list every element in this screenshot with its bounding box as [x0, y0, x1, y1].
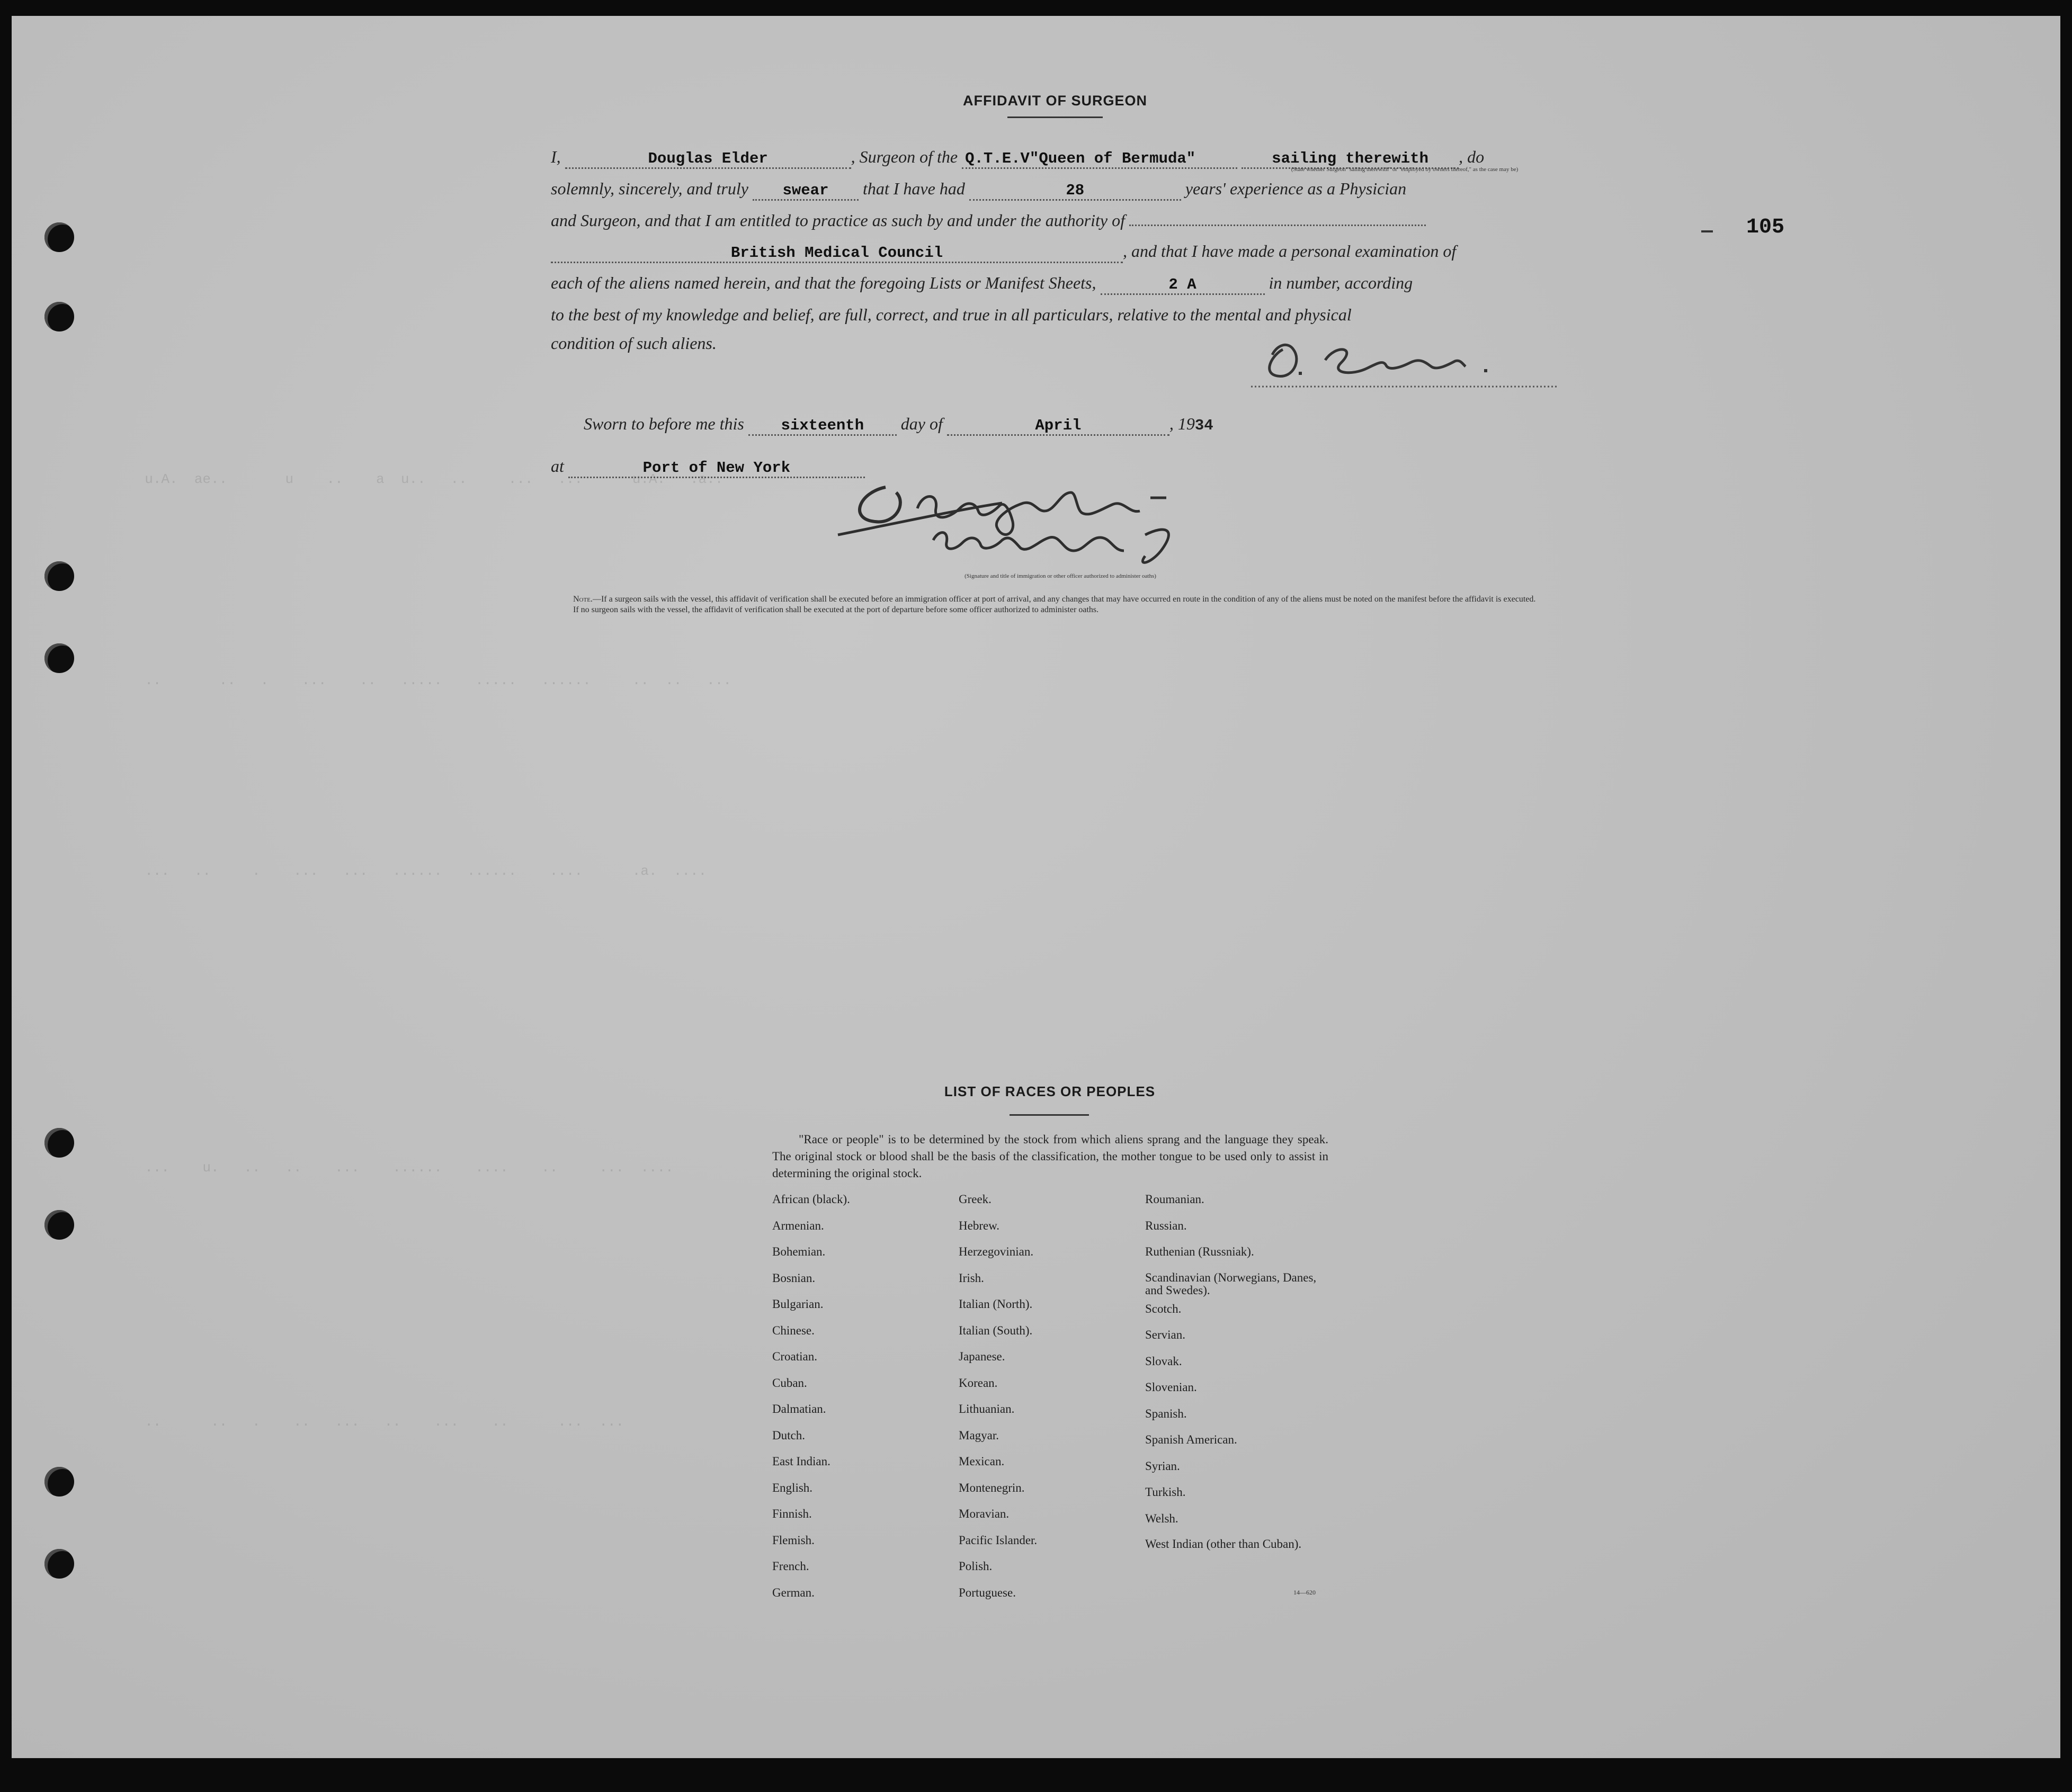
affidavit-line-4: British Medical Council , and that I have made a personal examination of [551, 241, 1557, 263]
officer-signature-caption: (Signature and title of immigration or other officer authorized to administer oaths) [964, 573, 1156, 579]
affidavit-line-7: condition of such aliens. [551, 334, 717, 353]
race-item: French. [772, 1560, 809, 1573]
race-item: Bosnian. [772, 1271, 816, 1285]
race-item: Magyar. [959, 1428, 999, 1442]
race-item: Servian. [1145, 1328, 1186, 1341]
race-item: Welsh. [1145, 1511, 1178, 1525]
title-underline [1007, 117, 1103, 118]
vessel-name-field: Q.T.E.V"Queen of Bermuda" [962, 150, 1237, 169]
binder-hole [44, 1467, 74, 1497]
document-sheet: u.A. ae.. u .. a u.. .. ... ... u.A. .a.. .. .. . ... .. ..... ..... ...... .. .. ... ... .. . ... ... ...... ...... .... .a. .... ... u. .. .. ... ...... .... .. ... .... .. .. . .. ... .. ... .. ... ... AFFIDAVIT OF SURGEON 105 I, Douglas Elder , Surgeon of the Q.T.E.V"Queen of Bermuda" sailing therewith , do (State whether Surgeon "sailing therewith" or "employed by owners thereof," as the case may be) solemnly, sincerely, and truly swear that I have had 28 years' experience as a Physician and Surgeon, and that I am entitled to practice as such by and under the authority of British Medical Council , and that I have made a personal examination of each of the aliens named herein, and that the foregoing Lists or Manifest Sheets, 2 A in number, according to the best of my knowledge and belief, are full, correct, and true in all particulars, relative to the mental and physical condition of such aliens. Sworn to before me this sixteenth day of April , 1934 at Port of New York (Signature and title of immigration or other officer authorized to administer oaths) Note.—If a surgeon sails with the vessel, this affidavit of verification shall be executed before an immigration officer at port of arrival, and any changes that may have occurred en route in the condition of any of the aliens must be noted on the manifest before the affidavit is executed. If no surgeon sails with the vessel, the affidavit of verification shall be executed at the port of departure before some officer authorized to administer oaths. LIST OF RACES OR PEOPLES "Race or people" is to be determined by the stock from which aliens sprang and the language they speak. The original stock or blood shall be the basis of the classification, the mother tongue to be used only to assist in determining the original stock. African (black). Armenian. Bohemian. Bosnian. Bulgarian. Chinese. Croatian. Cuban. Dalmatian. Dutch. East Indian. English. Finnish. Flemish. French. German. Greek. Hebrew. Herzegovinian. Irish. Italian (North). Italian (South). Japanese. Korean. Lithuanian. Magyar. Mexican. Montenegrin. Moravian. Pacific Islander. Polish. Portuguese. Roumanian. Russian. Ruthenian (Russniak). Scandinavian (Norwegians, Danes, and Swedes). Scotch. Servian. Slovak. Slovenian. Spanish. Spanish American. Syrian. Turkish. Welsh. West Indian (other than Cuban). 14—620 [12, 16, 2060, 1758]
sworn-year-field: 34 [1194, 417, 1213, 434]
affidavit-line-1: I, Douglas Elder , Surgeon of the Q.T.E.V"Queen of Bermuda" sailing therewith , do [551, 147, 1557, 169]
race-item: East Indian. [772, 1455, 830, 1468]
page-number-dash [1701, 230, 1713, 232]
form-code: 14—620 [1293, 1589, 1316, 1596]
race-item: Turkish. [1145, 1485, 1186, 1499]
race-item: Slovak. [1145, 1354, 1182, 1368]
years-experience-field: 28 [969, 182, 1181, 201]
binder-hole [44, 1210, 74, 1240]
race-item: Finnish. [772, 1507, 812, 1520]
race-item: Italian (North). [959, 1297, 1033, 1311]
race-item: Pacific Islander. [959, 1533, 1038, 1547]
affidavit-line-2: solemnly, sincerely, and truly swear that I have had 28 years' experience as a Physician [551, 179, 1557, 201]
sworn-line: Sworn to before me this sixteenth day of April , 1934 [584, 414, 1590, 436]
race-item: Korean. [959, 1376, 998, 1390]
authority-blank [1129, 225, 1426, 226]
race-item: Flemish. [772, 1533, 815, 1547]
races-list-title: LIST OF RACES OR PEOPLES [944, 1083, 1156, 1099]
race-item: Italian (South). [959, 1323, 1033, 1337]
race-item: Bohemian. [772, 1245, 826, 1258]
place-line: at Port of New York [551, 456, 1557, 478]
affidavit-line-3: and Surgeon, and that I am entitled to practice as such by and under the authority of [551, 211, 1557, 230]
affidavit-line-5: each of the aliens named herein, and that the foregoing Lists or Manifest Sheets, 2 A in number, according [551, 273, 1557, 295]
races-column-3 [1145, 1193, 1336, 1569]
race-item: Irish. [959, 1271, 984, 1285]
race-item: Moravian. [959, 1507, 1010, 1520]
race-item: Scotch. [1145, 1302, 1182, 1315]
race-item: Croatian. [772, 1350, 817, 1363]
race-item: Russian. [1145, 1218, 1187, 1232]
binder-hole [44, 643, 74, 673]
sworn-month-field: April [947, 417, 1169, 436]
race-item: Spanish American. [1145, 1433, 1237, 1446]
binder-hole [44, 222, 74, 252]
status-note: (State whether Surgeon "sailing therewith" or "employed by owners thereof," as the case may be) [1291, 166, 1519, 173]
race-item: Herzegovinian. [959, 1245, 1034, 1258]
race-item: Slovenian. [1145, 1381, 1197, 1394]
race-item: Roumanian. [1145, 1193, 1204, 1206]
surgeon-signature [1251, 334, 1569, 392]
race-item: German. [772, 1585, 815, 1599]
binder-hole [44, 302, 74, 331]
binder-hole [44, 1128, 74, 1158]
binder-hole [44, 1549, 74, 1579]
authority-field: British Medical Council [551, 244, 1123, 263]
race-item: English. [772, 1481, 813, 1494]
affidavit-title: AFFIDAVIT OF SURGEON [963, 93, 1147, 109]
race-item: Dutch. [772, 1428, 805, 1442]
sheets-count-field: 2 A [1101, 276, 1265, 295]
race-item: Mexican. [959, 1455, 1005, 1468]
races-list-underline [1010, 1114, 1089, 1116]
race-item: Portuguese. [959, 1585, 1016, 1599]
oath-field: swear [753, 182, 859, 201]
binder-hole [44, 561, 74, 591]
race-item: Syrian. [1145, 1459, 1180, 1473]
page-number: 105 [1746, 216, 1785, 239]
race-item: Hebrew. [959, 1218, 1000, 1232]
race-item: Chinese. [772, 1323, 815, 1337]
race-item: Polish. [959, 1560, 993, 1573]
place-field: Port of New York [568, 459, 865, 478]
race-item: Montenegrin. [959, 1481, 1025, 1494]
race-item: Cuban. [772, 1376, 807, 1390]
affidavit-line-6: to the best of my knowledge and belief, are full, correct, and true in all particulars, relative to the mental and physical [551, 305, 1352, 324]
race-item: Lithuanian. [959, 1402, 1015, 1415]
race-item: Greek. [959, 1193, 992, 1206]
race-item: Japanese. [959, 1350, 1005, 1363]
affidavit-note: Note.—If a surgeon sails with the vessel, this affidavit of verification shall be executed before an immigration officer at port of arrival, and any changes that may have occurred en route in the condition of any of the aliens must be noted on the manifest before the affidavit is executed. If no surgeon sails with the vessel, the affidavit of verification shall be executed at the port of departure before some officer authorized to administer oaths. [573, 595, 1536, 614]
surgeon-status-field: sailing therewith [1242, 150, 1459, 169]
race-item: Spanish. [1145, 1406, 1187, 1420]
races-list-intro: "Race or people" is to be determined by the stock from which aliens sprang and the language they speak. The original stock or blood shall be the basis of the classification, the mother tongue to be used only to assist in determining the original stock. [772, 1133, 1328, 1180]
race-item: Bulgarian. [772, 1297, 824, 1311]
sworn-day-field: sixteenth [748, 417, 897, 436]
surgeon-name-field: Douglas Elder [565, 150, 851, 169]
races-column-1 [772, 1193, 850, 1612]
race-item: African (black). [772, 1193, 850, 1206]
officer-signature [827, 471, 1262, 577]
race-item: Scandinavian (Norwegians, Danes, and Swedes). [1145, 1270, 1317, 1297]
race-item: West Indian (other than Cuban). [1145, 1537, 1302, 1551]
races-column-2 [959, 1193, 1037, 1612]
race-item: Armenian. [772, 1218, 824, 1232]
race-item: Dalmatian. [772, 1402, 826, 1415]
race-item: Ruthenian (Russniak). [1145, 1245, 1254, 1258]
